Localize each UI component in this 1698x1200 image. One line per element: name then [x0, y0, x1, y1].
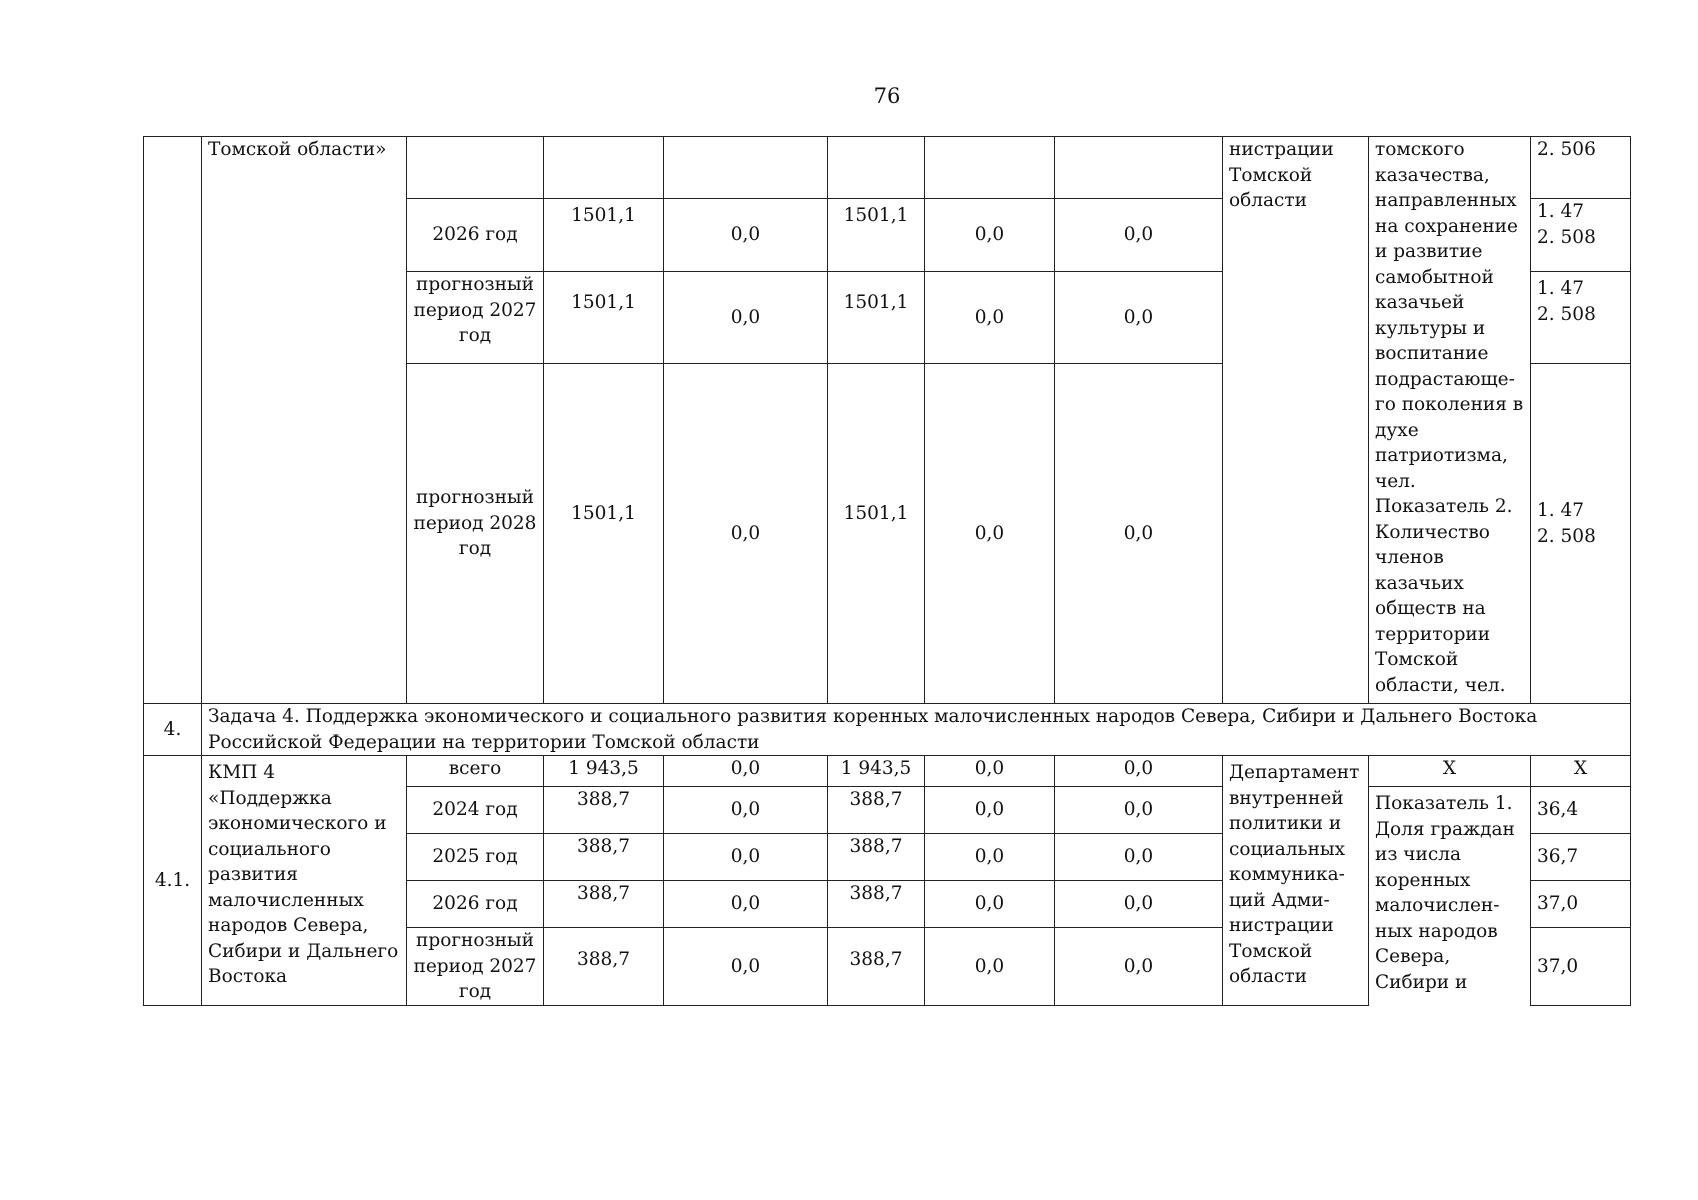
regional-cell: 1501,1 — [828, 364, 925, 704]
extra-cell: 0,0 — [1055, 199, 1223, 272]
regional-cell: 1501,1 — [828, 199, 925, 272]
period-cell: 2024 год — [407, 787, 544, 834]
value-line: 2. 508 — [1537, 303, 1596, 325]
period-cell: 2025 год — [407, 834, 544, 881]
regional-cell: 388,7 — [828, 881, 925, 928]
value-cell — [1531, 199, 1631, 272]
local-cell: 0,0 — [925, 928, 1055, 1006]
task-title-cell: Задача 4. Поддержка экономического и социального развития коренных малочисленных народов Севера, Сибири и Дальнего Востока Российской Федерации на территории Томской области — [202, 704, 1631, 756]
local-cell: 0,0 — [925, 756, 1055, 787]
period-cell — [407, 137, 544, 199]
total-cell: 1501,1 — [544, 199, 664, 272]
local-cell: 0,0 — [925, 272, 1055, 364]
total-cell: 1501,1 — [544, 272, 664, 364]
local-cell: 0,0 — [925, 787, 1055, 834]
value-header-cell: X — [1531, 756, 1631, 787]
federal-cell: 0,0 — [664, 787, 828, 834]
local-cell — [925, 137, 1055, 199]
total-cell — [544, 137, 664, 199]
total-cell: 388,7 — [544, 881, 664, 928]
total-cell: 388,7 — [544, 834, 664, 881]
value-cell: 37,0 — [1531, 881, 1631, 928]
extra-cell — [1055, 137, 1223, 199]
program-table — [143, 136, 1631, 1006]
row-number-cell — [144, 137, 202, 704]
indicator-cell: Показатель 1. Доля граждан из числа коренных малочислен-ных народов Севера, Сибири и — [1369, 787, 1531, 1006]
value-line: 1. 47 — [1537, 278, 1585, 299]
table-row — [144, 756, 1631, 787]
value-cell — [1531, 272, 1631, 364]
period-cell: прогнозный период 2027 год — [407, 272, 544, 364]
value-line: 1. 47 — [1537, 499, 1585, 521]
federal-cell: 0,0 — [664, 272, 828, 364]
value-line: 2. 508 — [1537, 525, 1596, 547]
period-cell: 2026 год — [407, 881, 544, 928]
local-cell: 0,0 — [925, 199, 1055, 272]
period-cell: прогнозный период 2027 год — [407, 928, 544, 1006]
period-cell: прогнозный период 2028 год — [407, 364, 544, 704]
extra-cell: 0,0 — [1055, 364, 1223, 704]
federal-cell: 0,0 — [664, 199, 828, 272]
total-cell: 388,7 — [544, 787, 664, 834]
local-cell: 0,0 — [925, 834, 1055, 881]
value-cell: 36,7 — [1531, 834, 1631, 881]
executor-cell: Департамент внутренней политики и социальных коммуника-ций Адми-нистрации Томской области — [1223, 756, 1369, 1006]
total-cell: 1 943,5 — [544, 756, 664, 787]
regional-cell — [828, 137, 925, 199]
total-cell: 388,7 — [544, 928, 664, 1006]
local-cell: 0,0 — [925, 364, 1055, 704]
indicator-cell: томского казачества, направленных на сохранение и развитие самобытной казачьей культуры и воспитание подрастающе-го поколения в духе патриотизма, чел. Показатель 2. Количество членов казачьих обществ на территории Томской области, чел. — [1369, 137, 1531, 704]
federal-cell: 0,0 — [664, 834, 828, 881]
executor-cell: нистрации Томской области — [1223, 137, 1369, 704]
regional-cell: 388,7 — [828, 834, 925, 881]
value-line: 1. 47 — [1537, 201, 1585, 222]
extra-cell: 0,0 — [1055, 881, 1223, 928]
value-cell — [1531, 364, 1631, 704]
regional-cell: 388,7 — [828, 928, 925, 1006]
measure-name-cell: КМП 4 «Поддержка экономического и социального развития малочисленных народов Севера, Сибири и Дальнего Востока — [202, 756, 407, 1006]
task-number-cell: 4. — [144, 704, 202, 756]
extra-cell: 0,0 — [1055, 834, 1223, 881]
table-row — [144, 137, 1631, 199]
federal-cell: 0,0 — [664, 881, 828, 928]
total-cell: 1501,1 — [544, 364, 664, 704]
indicator-header-cell: X — [1369, 756, 1531, 787]
local-cell: 0,0 — [925, 881, 1055, 928]
row-number-cell: 4.1. — [144, 756, 202, 1006]
federal-cell: 0,0 — [664, 756, 828, 787]
extra-cell: 0,0 — [1055, 272, 1223, 364]
federal-cell: 0,0 — [664, 364, 828, 704]
regional-cell: 1501,1 — [828, 272, 925, 364]
extra-cell: 0,0 — [1055, 787, 1223, 834]
measure-name-cell: Томской области» — [202, 137, 407, 704]
regional-cell: 388,7 — [828, 787, 925, 834]
task-row — [144, 704, 1631, 756]
extra-cell: 0,0 — [1055, 928, 1223, 1006]
value-line: 2. 508 — [1537, 226, 1596, 248]
value-cell: 2. 506 — [1531, 137, 1631, 199]
period-cell: 2026 год — [407, 199, 544, 272]
period-cell: всего — [407, 756, 544, 787]
federal-cell — [664, 137, 828, 199]
value-cell: 37,0 — [1531, 928, 1631, 1006]
page-number: 76 — [873, 84, 901, 108]
federal-cell: 0,0 — [664, 928, 828, 1006]
extra-cell: 0,0 — [1055, 756, 1223, 787]
value-cell: 36,4 — [1531, 787, 1631, 834]
regional-cell: 1 943,5 — [828, 756, 925, 787]
